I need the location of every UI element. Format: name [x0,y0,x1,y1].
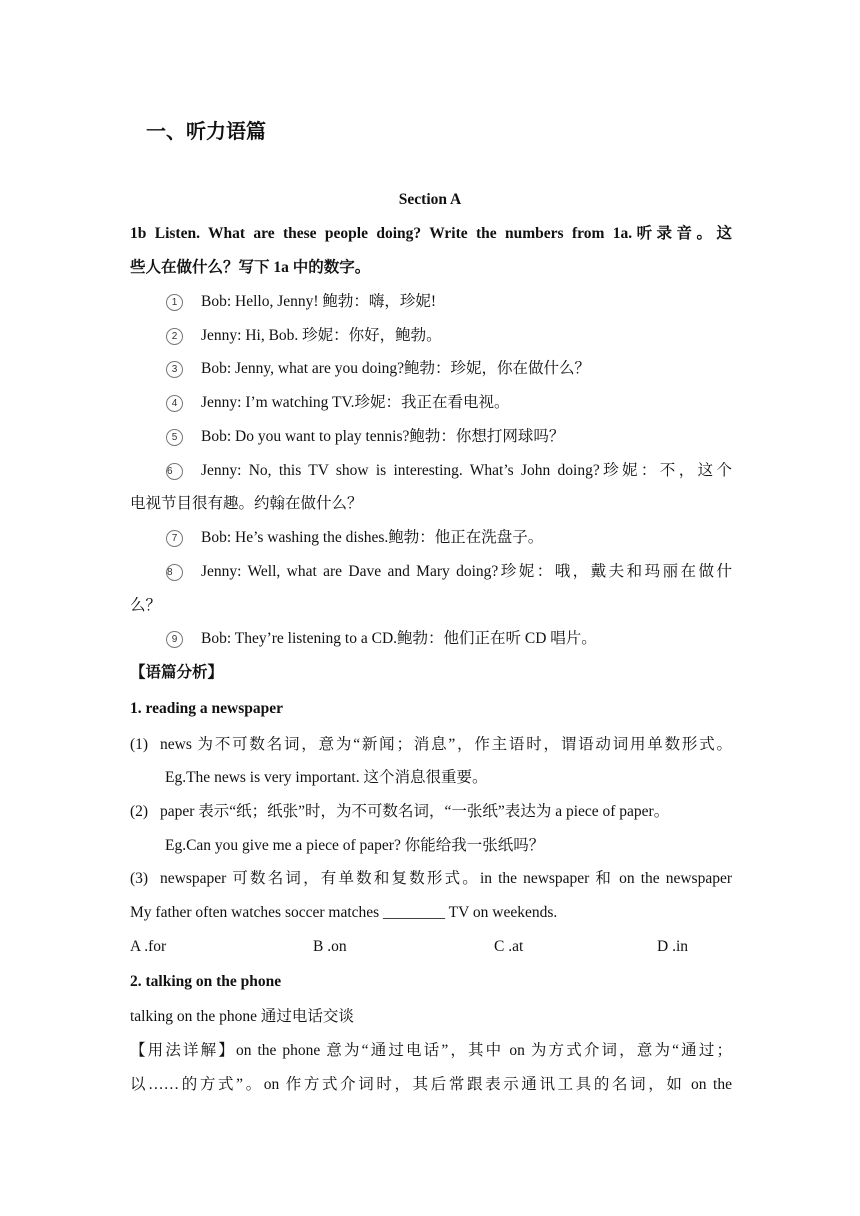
item-title: 2. talking on the phone [130,973,282,990]
explanation-point [130,734,732,756]
dialogue-line [166,358,732,380]
explanation-point [130,868,732,890]
dialogue-line [166,561,732,583]
option-b: B .on [313,938,347,955]
example-sentence: Eg.Can you give me a piece of paper? 你能给我一张纸吗？ [165,837,545,854]
exercise-question: My father often watches soccer matches ________ TV on weekends. [130,904,558,921]
option-d: D .in [657,938,688,955]
task-instruction: 1b Listen. What are these people doing? Write the numbers from 1a.听录音。这 [130,225,732,242]
point-text: paper 表示“纸；纸张”时，为不可数名词，“一张纸”表达为 a piece of paper。 [160,803,670,820]
dialogue-line [166,426,732,448]
option-c: C .at [494,938,524,955]
usage-explanation-cont: 以……的方式”。on 作方式介词时，其后常跟表示通讯工具的名词，如 on the [130,1076,732,1093]
dialogue-text: Bob: Hello, Jenny! 鲍勃：嗨，珍妮! [201,293,437,310]
section-title: Section A [398,191,462,208]
dialogue-text: Bob: Do you want to play tennis?鲍勃：你想打网球吗？ [201,428,565,445]
dialogue-text: Jenny: No, this TV show is interesting. What’s John doing?珍妮：不，这个 [201,462,732,479]
circled-number: 5 [166,429,183,446]
analysis-title: 【语篇分析】 [130,664,224,681]
dialogue-line [166,460,732,482]
task-instruction-cont: 些人在做什么？写下 1a 中的数字。 [130,259,371,276]
dialogue-line [166,628,732,650]
dialogue-text: Bob: Jenny, what are you doing?鲍勃：珍妮，你在做什么？ [201,360,591,377]
dialogue-text: Jenny: Hi, Bob. 珍妮：你好，鲍勃。 [201,327,442,344]
example-sentence: Eg.The news is very important. 这个消息很重要。 [165,769,488,786]
item-title: 1. reading a newspaper [130,700,284,717]
dialogue-text: Bob: He’s washing the dishes.鲍勃：他正在洗盘子。 [201,529,544,546]
dialogue-line [166,325,732,347]
dialogue-text: Jenny: Well, what are Dave and Mary doing?珍妮：哦，戴夫和玛丽在做什 [201,563,732,580]
circled-number: 9 [166,631,183,648]
point-label: (2) [130,803,149,820]
circled-number: 6 [166,463,183,480]
circled-number: 8 [166,564,183,581]
dialogue-line [166,527,732,549]
dialogue-text-cont: 电视节目很有趣。约翰在做什么？ [130,495,363,512]
dialogue-text-cont: 么？ [130,597,162,614]
dialogue-text: Jenny: I’m watching TV.珍妮：我正在看电视。 [201,394,510,411]
dialogue-line [166,392,732,414]
circled-number: 7 [166,530,183,547]
circled-number: 1 [166,294,183,311]
circled-number: 4 [166,395,183,412]
dialogue-text: Bob: They’re listening to a CD.鲍勃：他们正在听 CD 唱片。 [201,630,597,647]
usage-explanation: 【用法详解】on the phone 意为“通过电话”，其中 on 为方式介词，意为“通过； [130,1042,732,1059]
circled-number: 3 [166,361,183,378]
point-label: (3) [130,870,149,887]
point-label: (1) [130,736,149,753]
option-a: A .for [130,938,167,955]
point-text: news 为不可数名词，意为“新闻；消息”，作主语时，谓语动词用单数形式。 [160,736,732,753]
page-heading: 一、听力语篇 [146,121,266,143]
dialogue-line [166,291,732,313]
point-text: newspaper 可数名词，有单数和复数形式。in the newspaper 和 on the newspaper [160,870,732,887]
circled-number: 2 [166,328,183,345]
explanation-point [130,801,748,823]
phrase-translation: talking on the phone 通过电话交谈 [130,1008,354,1025]
